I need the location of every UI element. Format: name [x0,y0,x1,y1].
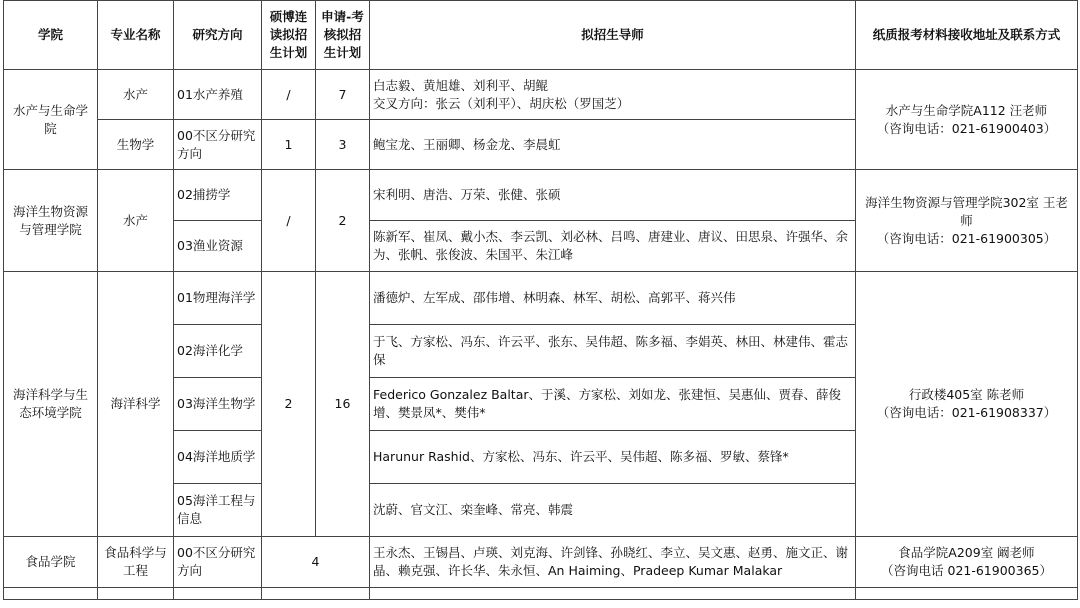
empty-cell [856,588,1078,600]
shenqing-cell: 16 [316,272,370,537]
advisors-cell: 宋利明、唐浩、万荣、张健、张硕 [370,170,856,221]
direction-cell: 04海洋地质学 [174,431,262,484]
college-cell: 食品学院 [4,537,98,588]
empty-cell [174,588,262,600]
header-shuobo-plan: 硕博连读拟招生计划 [262,1,316,70]
shenqing-cell: 3 [316,120,370,170]
address-line: 食品学院A209室 阚老师 [898,545,1035,560]
direction-cell: 03渔业资源 [174,221,262,272]
empty-cell [98,588,174,600]
direction-cell: 01物理海洋学 [174,272,262,325]
phone-line: （咨询电话：021-61900403） [876,120,1057,136]
table-row [4,272,1078,325]
direction-cell: 03海洋生物学 [174,378,262,431]
empty-cell [262,588,370,600]
major-cell: 海洋科学 [98,272,174,537]
phone-line: （咨询电话 021-61900365） [881,563,1052,578]
direction-cell: 01水产养殖 [174,70,262,120]
shuobo-cell: 1 [262,120,316,170]
header-advisors: 拟招生导师 [370,1,856,70]
advisors-cell: 于飞、方家松、冯东、许云平、张东、吴伟超、陈多福、李娟英、林田、林建伟、霍志保 [370,325,856,378]
shuobo-cell: / [262,170,316,272]
direction-cell: 00不区分研究方向 [174,120,262,170]
major-cell: 水产 [98,70,174,120]
direction-cell: 02海洋化学 [174,325,262,378]
header-address: 纸质报考材料接收地址及联系方式 [856,1,1078,70]
address-cell [856,272,1078,537]
advisors-line: 交叉方向：张云（刘利平）、胡庆松（罗国芝） [373,95,630,111]
table-row [4,537,1078,588]
advisors-cell [370,70,856,120]
direction-cell: 02捕捞学 [174,170,262,221]
header-college: 学院 [4,1,98,70]
address-line: 水产与生命学院A112 汪老师 [885,102,1048,118]
advisors-cell: Harunur Rashid、方家松、冯东、许云平、吴伟超、陈多福、罗敏、蔡锋* [370,431,856,484]
empty-cell [370,588,856,600]
advisors-cell: Federico Gonzalez Baltar、于溪、方家松、刘如龙、张建恒、吴惠仙、贾春、薛俊增、樊景凤*、樊伟* [370,378,856,431]
plan-cell: 4 [262,537,370,588]
advisors-line: 白志毅、黄旭雄、刘利平、胡鲲 [373,77,549,93]
phone-line: （咨询电话：021-61900305） [876,230,1057,246]
major-cell: 食品科学与工程 [98,537,174,588]
direction-cell: 00不区分研究方向 [174,537,262,588]
major-cell: 水产 [98,170,174,272]
enrollment-plan-table [3,0,1078,600]
advisors-cell: 沈蔚、官文江、栾奎峰、常亮、韩震 [370,484,856,537]
header-direction: 研究方向 [174,1,262,70]
advisors-cell: 潘德炉、左军成、邵伟增、林明森、林军、胡松、高郭平、蒋兴伟 [370,272,856,325]
address-cell [856,537,1078,588]
header-major: 专业名称 [98,1,174,70]
shenqing-cell: 7 [316,70,370,120]
direction-cell: 05海洋工程与信息 [174,484,262,537]
advisors-cell: 陈新军、崔凤、戴小杰、李云凯、刘必林、吕鸣、唐建业、唐议、田思泉、许强华、余为、张帆、张俊波、朱国平、朱江峰 [370,221,856,272]
advisors-cell: 鲍宝龙、王丽卿、杨金龙、李晨虹 [370,120,856,170]
shenqing-cell: 2 [316,170,370,272]
phone-line: （咨询电话：021-61908337） [876,405,1057,420]
address-cell [856,170,1078,272]
table-header-row [4,1,1078,70]
college-cell: 海洋生物资源与管理学院 [4,170,98,272]
shuobo-cell: 2 [262,272,316,537]
major-cell: 生物学 [98,120,174,170]
header-shenqing-plan: 申请-考核拟招生计划 [316,1,370,70]
advisors-cell: 王永杰、王锡昌、卢瑛、刘克海、许剑锋、孙晓红、李立、吴文惠、赵勇、施文正、谢晶、赖克强、许长华、朱永恒、An Haiming、Pradeep Kumar Malakar [370,537,856,588]
address-line: 行政楼405室 陈老师 [908,387,1025,402]
table-row [4,170,1078,221]
address-line: 海洋生物资源与管理学院302室 王老师 [865,194,1068,228]
address-cell [856,70,1078,170]
college-cell: 水产与生命学院 [4,70,98,170]
table-row-partial [4,588,1078,600]
table-row [4,70,1078,120]
college-cell: 海洋科学与生态环境学院 [4,272,98,537]
empty-cell [4,588,98,600]
shuobo-cell: / [262,70,316,120]
